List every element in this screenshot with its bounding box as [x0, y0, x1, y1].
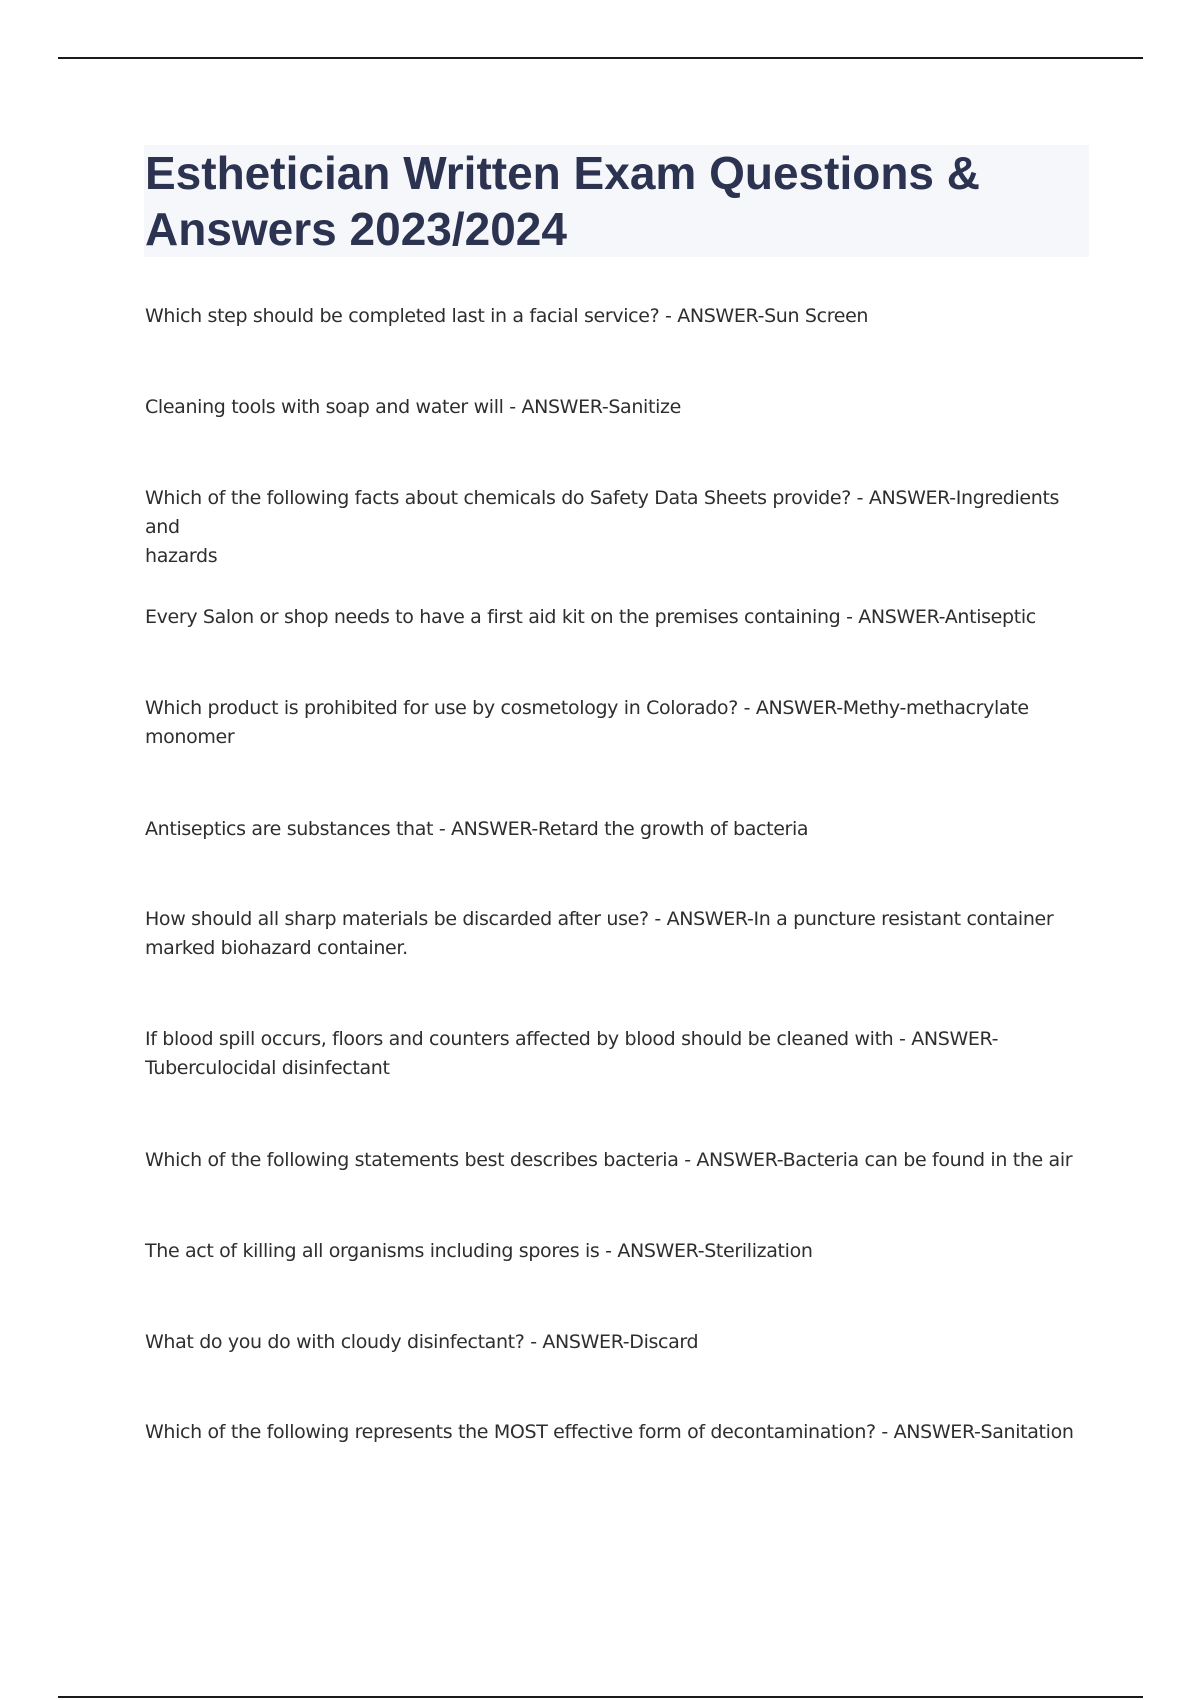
qa-item-5-line-1: Which product is prohibited for use by cosmetology in Colorado? - ANSWER-Methy-methacrylate [145, 697, 1029, 719]
qa-item-7-line-2: marked biohazard container. [145, 937, 408, 959]
top-rule [58, 57, 1143, 59]
qa-item-12: Which of the following represents the MOST effective form of decontamination? - ANSWER-Sanitation [145, 1421, 1074, 1443]
qa-item-5 [145, 694, 1095, 752]
qa-item-7-line-1: How should all sharp materials be discarded after use? - ANSWER-In a puncture resistant container [145, 908, 1054, 930]
qa-item-8 [145, 1025, 1095, 1083]
title-line-1: Esthetician Written Exam Questions & [145, 147, 981, 199]
qa-item-1: Which step should be completed last in a facial service? - ANSWER-Sun Screen [145, 305, 869, 327]
qa-item-2: Cleaning tools with soap and water will - ANSWER-Sanitize [145, 396, 681, 418]
qa-item-5-line-2: monomer [145, 726, 235, 748]
qa-item-9: Which of the following statements best describes bacteria - ANSWER-Bacteria can be found in the air [145, 1149, 1073, 1171]
title-line-2: Answers 2023/2024 [145, 203, 567, 255]
qa-item-8-line-2: Tuberculocidal disinfectant [145, 1057, 390, 1079]
bottom-rule [58, 1696, 1143, 1698]
qa-item-3 [145, 484, 1095, 571]
qa-item-7 [145, 905, 1095, 963]
qa-item-3-line-2: hazards [145, 545, 218, 567]
qa-item-4: Every Salon or shop needs to have a first aid kit on the premises containing - ANSWER-Antiseptic [145, 606, 1036, 628]
qa-item-6: Antiseptics are substances that - ANSWER-Retard the growth of bacteria [145, 818, 809, 840]
qa-item-8-line-1: If blood spill occurs, floors and counters affected by blood should be cleaned with - ANSWER- [145, 1028, 999, 1050]
qa-item-3-line-1: Which of the following facts about chemicals do Safety Data Sheets provide? - ANSWER-Ingredients and [145, 487, 1060, 538]
document-title [145, 145, 1085, 257]
qa-item-10: The act of killing all organisms including spores is - ANSWER-Sterilization [145, 1240, 813, 1262]
qa-item-11: What do you do with cloudy disinfectant? - ANSWER-Discard [145, 1331, 699, 1353]
